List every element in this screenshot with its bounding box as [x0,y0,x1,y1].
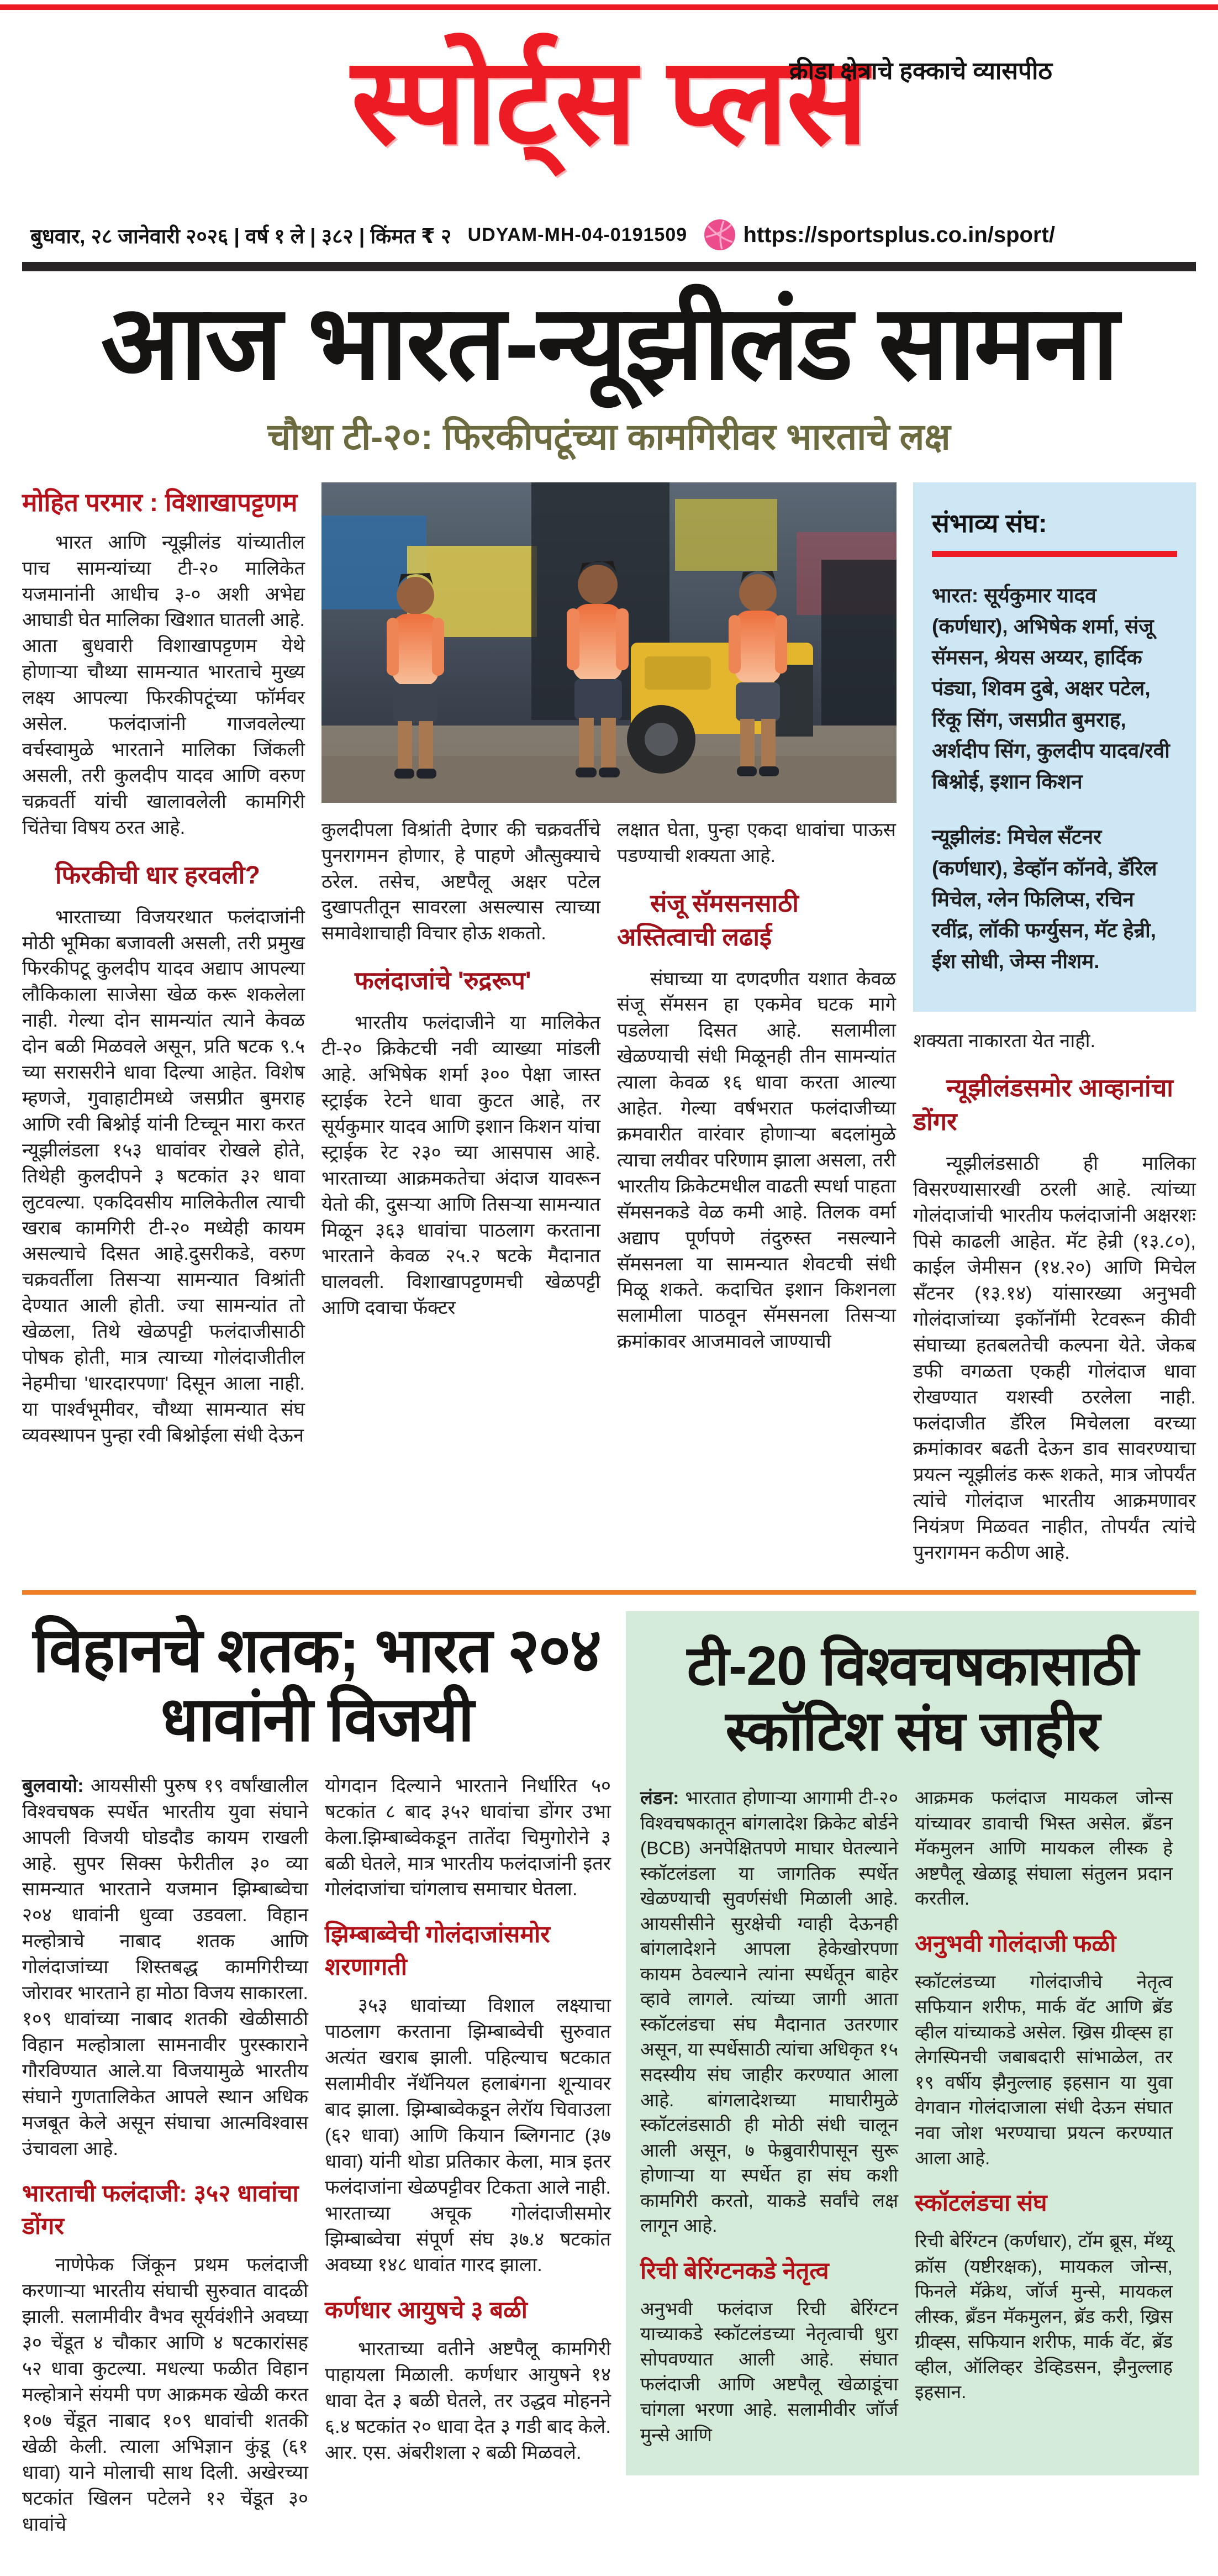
lead-column-4 [913,482,1196,1571]
basketball-icon [704,219,736,251]
website-link[interactable] [704,219,1055,251]
section-heading: संजू सॅमसनसाठी अस्तित्वाची लढाई [617,889,799,951]
india-squad-label: भारत: [932,583,979,607]
section-heading: रिची बेरिंग्टनकडे नेतृत्व [640,2257,829,2284]
body-paragraph: आक्रमक फलंदाज मायकल जोन्स यांच्यावर डावाची भिस्त असेल. ब्रँडन मॅकमुलन आणि मायकल लीस्क हे अष्टपैलू खेळाडू संघाला संतुलन प्रदान करतील. [915,1788,1173,1910]
dateline-prefix: बुलवायो: [22,1775,84,1796]
body-paragraph: नाणेफेक जिंकून प्रथम फलंदाजी करणाऱ्या भारतीय संघाची सुरुवात वादळी झाली. सलामीवीर वैभव सूर्यवंशीने अवघ्या ३० चेंडूत ४ चौकार आणि ४ षटकारांसह ५२ धावा कुटल्या. मधल्या फळीत विहान मल्होत्राने संयमी पण आक्रमक खेळी करत १०७ चेंडूत नाबाद १०९ धावांची शतकी खेळी केली. त्याला अभिज्ञान कुंडू (६१ धावा) याने मोलाची साथ दिली. अखेरच्या षटकांत खिलन पटेलने १२ चेंडूत ३० धावांचे [22,2254,308,2535]
u19-headline: विहानचे शतक; भारत २०४ धावांनी विजयी [33,1615,601,1754]
u19-column-2 [325,1773,611,2543]
masthead-tagline: क्रीडा क्षेत्राचे हक्काचे व्यासपीठ [789,57,1052,85]
section-heading: फलंदाजांचे 'रुद्ररूप' [355,966,531,995]
section-divider-orange [22,1590,1196,1595]
squad-box-title: संभाव्य संघ: [932,508,1047,538]
section-heading: स्कॉटलंडचा संघ [915,2190,1047,2217]
india-squad: भारत: सूर्यकुमार यादव (कर्णधार), अभिषेक शर्मा, संजू सॅमसन, श्रेयस अय्यर, हार्दिक पंड्या, शिवम दुबे, अक्षर पटेल, रिंकू सिंग, जसप्रीत बुमराह, अर्शदीप सिंग, कुलदीप यादव/रवी बिश्नोई, इशान किशन [932,583,1170,793]
nz-squad: न्यूझीलंड: मिचेल सँटनर (कर्णधार), डेव्हॉन कॉनवे, डॅरिल मिचेल, ग्लेन फिलिप्स, रचिन रवींद्र, लॉकी फर्ग्युसन, मॅट हेन्री, ईश सोधी, जेम्स नीशम. [932,826,1157,973]
lead-body [0,482,1218,1571]
lead-column-1 [22,482,305,1454]
body-paragraph: भारताच्या वतीने अष्टपैलू कामगिरी पाहायला मिळाली. कर्णधार आयुषने १४ धावा देत ३ बळी घेतले, तर उद्धव मोहनने ६.४ षटकांत २० धावा देत ३ गडी बाद केले. आर. एस. अंबरीशला २ बळी मिळवले. [325,2338,611,2463]
scotland-story-box [626,1611,1199,2475]
body-paragraph: रिची बेरिंग्टन (कर्णधार), टॉम ब्रूस, मॅथ्यू क्रॉस (यष्टीरक्षक), मायकल जोन्स, फिनले मॅक्रेथ, जॉर्ज मुन्से, मायकल लीस्क, ब्रँडन मॅकमुलन, ब्रॅड करी, ख्रिस ग्रीव्ह्स, सफियान शरीफ, मार्क वॅट, ब्रॅड व्हील, ऑलिव्हर डेव्हिडसन, झैनुल्लाह इहसान. [915,2231,1173,2403]
scotland-column-1 [640,1786,898,2453]
section-heading: न्यूझीलंडसमोर आव्हानांचा डोंगर [913,1074,1173,1136]
section-heading: कर्णधार आयुषचे ३ बळी [325,2297,528,2324]
masthead [0,10,1218,259]
lead-middle-columns [321,817,897,1360]
u19-column-1 [22,1773,308,2543]
u19-columns [22,1773,611,2543]
body-paragraph: भारत आणि न्यूझीलंड यांच्यातील पाच सामन्यांच्या टी-२० मालिकेत यजमानांनी आधीच ३-० अशी अभेद्य आघाडी घेत मालिका खिशात घातली आहे. आता बुधवारी विशाखापट्टणम येथे होणाऱ्या चौथ्या सामन्यात भारताचे मुख्य लक्ष्य आपल्या फिरकीपटूंच्या फॉर्मवर असेल. फलंदाजांनी गाजवलेल्या वर्चस्वामुळे भारताने मालिका जिंकली असली, तरी कुलदीप यादव आणि वरुण चक्रवर्ती यांची खालावलेली कामगिरी चिंतेचा विषय ठरत आहे. [22,532,305,838]
body-paragraph: लंडन: भारतात होणाऱ्या आगामी टी-२० विश्वचषकातून बांगलादेश क्रिकेट बोर्डने (BCB) अनपेक्षितपणे माघार घेतल्याने स्कॉटलंडला या जागतिक स्पर्धेत खेळण्याची सुवर्णसंधी मिळाली आहे. आयसीसीने सुरक्षेची ग्वाही देऊनही बांगलादेशने आपला हेकेखोरपणा कायम ठेवल्याने त्यांना स्पर्धेतून बाहेर व्हावे लागले. त्यांच्या जागी आता स्कॉटलंडचा संघ मैदानात उतरणार असून, या स्पर्धेसाठी त्यांचा अधिकृत १५ सदस्यीय संघ जाहीर करण्यात आला आहे. बांगलादेशच्या माघारीमुळे स्कॉटलंडसाठी ही मोठी संधी चालून आली असून, ७ फेब्रुवारीपासून सुरू होणाऱ्या या स्पर्धेत हा संघ कशी कामगिरी करतो, याकडे सर्वांचे लक्ष लागून आहे. [640,1788,899,2237]
udyam-number: UDYAM-MH-04-0191509 [467,224,688,245]
body-paragraph: स्कॉटलंडच्या गोलंदाजीचे नेतृत्व सफियान शरीफ, मार्क वॅट आणि ब्रॅड व्हील यांच्याकडे असेल. ख्रिस ग्रीव्ह्स हा लेगस्पिनची जबाबदारी सांभाळेल, तर १९ वर्षीय झैनुल्लाह इहसान या युवा वेगवान गोलंदाजाला संधी देऊन संघात नवा जोश भरण्याचा प्रयत्न करण्यात आला आहे. [915,1972,1173,2169]
section-heading: अनुभवी गोलंदाजी फळी [915,1930,1116,1957]
scotland-columns [640,1786,1185,2453]
section-heading: फिरकीची धार हरवली? [55,860,260,889]
section-heading: झिम्बाब्वेची गोलंदाजांसमोर शरणागती [325,1921,550,1981]
lead-middle [321,482,897,1360]
dateline: बुधवार, २८ जानेवारी २०२६ | वर्ष १ ले | ३८२ | किंमत ₹ २ [30,224,452,248]
lead-subheadline: चौथा टी-२०: फिरकीपटूंच्या कामगिरीवर भारताचे लक्ष [267,416,951,457]
scotland-column-2 [915,1786,1173,2453]
scotland-headline: टी-20 विश्वचषकासाठी स्कॉटिश संघ जाहीर [687,1634,1138,1762]
lead-column-3 [617,817,896,1360]
top-red-rule [0,4,1218,10]
bottom-section [0,1611,1218,2576]
body-paragraph: योगदान दिल्याने भारताने निर्धारित ५० षटकांत ८ बाद ३५२ धावांचा डोंगर उभा केला.झिम्बाब्वेकडून तातेंदा चिमुगोरोने ३ बळी घेतले, मात्र भारतीय फलंदाजांनी इतर गोलंदाजांचा चांगलाच समाचार घेतला. [325,1775,611,1900]
probable-squads-box [913,482,1196,1012]
byline: मोहित परमार : विशाखापट्टणम [22,487,298,517]
body-paragraph: संघाच्या या दणदणीत यशात केवळ संजू सॅमसन हा एकमेव घटक मागे पडलेला दिसत आहे. सलामीला खेळण्याची संधी मिळूनही तीन सामन्यांत त्याला केवळ १६ धावा करता आल्या आहेत. गेल्या वर्षभरात फलंदाजीच्या क्रमवारीत वारंवार होणाऱ्या बदलांमुळे त्याचा लयीवर परिणाम झाला असला, तरी भारतीय क्रिकेटमधील वाढती स्पर्धा पाहता सॅमसनकडे वेळ कमी आहे. तिलक वर्मा अद्याप पूर्णपणे तंदुरुस्त नसल्याने सॅमसनला या सामन्यात शेवटची संधी मिळू शकते. कदाचित इशान किशनला सलामीला पाठवून सॅमसनला तिसऱ्या क्रमांकावर आजमावले जाण्याची [617,968,896,1353]
nz-squad-label: न्यूझीलंड: [932,826,1003,849]
u19-story [22,1611,611,2543]
dateline-row [0,219,1218,251]
squad-box-red-rule [932,551,1177,557]
dateline-prefix: लंडन: [640,1788,679,1809]
website-url[interactable]: https://sportsplus.co.in/sport/ [743,222,1055,247]
lead-photo [321,482,897,803]
body-paragraph: लक्षात घेता, पुन्हा एकदा धावांचा पाऊस पडण्याची शक्यता आहे. [617,819,896,866]
newspaper-logo: स्पोर्ट्स प्लस [351,34,867,169]
body-paragraph: कुलदीपला विश्रांती देणार की चक्रवर्तीचे पुनरागमन होणार, हे पाहणे औत्सुक्याचे ठरेल. तसेच, अष्टपैलू अक्षर पटेल दुखापतीतून सावरला असल्यास त्याच्या समावेशाचाही विचार होऊ शकतो. [321,819,600,944]
body-paragraph: अनुभवी फलंदाज रिची बेरिंग्टन याच्याकडे स्कॉटलंडच्या नेतृत्वाची धुरा सोपवण्यात आली आहे. संघात फलंदाजी आणि अष्टपैलू खेळाडूंचा चांगला भरणा आहे. सलामीवीर जॉर्ज मुन्से आणि [640,2299,898,2446]
body-paragraph: बुलवायो: आयसीसी पुरुष १९ वर्षांखालील विश्वचषक स्पर्धेत भारतीय युवा संघाने आपली विजयी घोडदौड कायम राखली आहे. सुपर सिक्स फेरीतील ३० व्या सामन्यात भारताने यजमान झिम्बाब्वेचा २०४ धावांनी धुव्वा उडवला. विहान मल्होत्राचे नाबाद शतक आणि गोलंदाजांच्या शिस्तबद्ध कामगिरीच्या जोरावर भारताने हा मोठा विजय साकारला. १०९ धावांच्या नाबाद शतकी खेळीसाठी विहान मल्होत्राला सामनावीर पुरस्काराने गौरविण्यात आले.या विजयामुळे भारतीय संघाने गुणतालिकेत आपले स्थान अधिक मजबूत केले असून संघाचा आत्मविश्वास उंचावला आहे. [22,1775,308,2159]
masthead-divider-bar [22,262,1196,271]
lead-story [0,285,1218,1571]
body-paragraph: ३५३ धावांच्या विशाल लक्ष्याचा पाठलाग करताना झिम्बाब्वेची सुरुवात अत्यंत खराब झाली. पहिल्याच षटकात सलामीवीर नॅथॅनियल हलाबंगना शून्यावर बाद झाला. झिम्बाब्वेकडून लेरॉय चिवाउला (६२ धावा) आणि कियान ब्लिगनाट (३७ धावा) यांनी थोडा प्रतिकार केला, मात्र इतर फलंदाजांना खेळपट्टीवर टिकता आले नाही. भारताच्या अचूक गोलंदाजीसमोर झिम्बाब्वेचा संपूर्ण संघ ३७.४ षटकांत अवघ्या १४८ धावांत गारद झाला. [325,1995,611,2276]
body-paragraph: भारताच्या विजयरथात फलंदाजांनी मोठी भूमिका बजावली असली, तरी प्रमुख फिरकीपटू कुलदीप यादव अद्याप आपल्या लौकिकाला साजेसा खेळ करू शकलेला नाही. गेल्या दोन सामन्यांत त्याने केवळ दोन बळी मिळवले असून, प्रति षटक ९.५ च्या सरासरीने धावा दिल्या आहेत. विशेष म्हणजे, गुवाहाटीमध्ये जसप्रीत बुमराह आणि रवी बिश्नोई यांनी टिच्चून मारा करत न्यूझीलंडला १५३ धावांवर रोखले होते, तिथेही कुलदीपने ३ षटकांत ३२ धावा लुटवल्या. एकदिवसीय मालिकेतील त्याची खराब कामगिरी टी-२० मध्येही कायम असल्याचे दिसत आहे.दुसरीकडे, वरुण चक्रवर्तीला तिसऱ्या सामन्यात विश्रांती देण्यात आली होती. ज्या सामन्यांत तो खेळला, तिथे खेळपट्टी फलंदाजीसाठी पोषक होती, मात्र त्याच्या गोलंदाजीतील नेहमीचा 'धारदारपणा' दिसून आला नाही. या पार्श्वभूमीवर, चौथ्या सामन्यात संघ व्यवस्थापन पुन्हा रवी बिश्नोईला संधी देऊन [22,906,305,1446]
lead-headline: आज भारत-न्यूझीलंड सामना [101,285,1117,401]
section-heading: भारताची फलंदाजी: ३५२ धावांचा डोंगर [22,2180,299,2240]
body-paragraph: न्यूझीलंडसाठी ही मालिका विसरण्यासारखी ठरली आहे. त्यांच्या गोलंदाजांची भारतीय फलंदाजांनी अक्षरशः पिसे काढली आहेत. मॅट हेन्री (१३.८०), काईल जेमीसन (१४.२०) आणि मिचेल सँटनर (१३.१४) यांसारख्या अनुभवी गोलंदाजांच्या इकॉनॉमी रेटवरून कीवी संघाच्या हतबलतेची कल्पना येते. जेकब डफी वगळता एकही गोलंदाज धावा रोखण्यात यशस्वी ठरलेला नाही. फलंदाजीत डॅरिल मिचेलला वरच्या क्रमांकावर बढती देऊन डाव सावरण्याचा प्रयत्न न्यूझीलंड करू शकते, मात्र जोपर्यंत त्यांचे गोलंदाज भारतीय आक्रमणावर नियंत्रण मिळवत नाहीत, तोपर्यंत त्यांचे पुनरागमन कठीण आहे. [913,1153,1196,1564]
body-paragraph: भारतीय फलंदाजीने या मालिकेत टी-२० क्रिकेटची नवी व्याख्या मांडली आहे. अभिषेक शर्मा ३०० पेक्षा जास्त स्ट्राईक रेटने धावा कुटत आहे, तर सूर्यकुमार यादव आणि इशान किशन यांचा स्ट्राईक रेट २३० च्या आसपास आहे. भारताच्या आक्रमकतेचा अंदाज यावरून येतो की, दुसऱ्या आणि तिसऱ्या सामन्यात मिळून ३६३ धावांचा पाठलाग करताना भारताने केवळ २५.२ षटके मैदानात घालवली. विशाखापट्टणमची खेळपट्टी आणि दवाचा फॅक्टर [321,1012,600,1319]
body-paragraph: शक्यता नाकारता येत नाही. [913,1030,1096,1052]
lead-column-2 [321,817,600,1360]
